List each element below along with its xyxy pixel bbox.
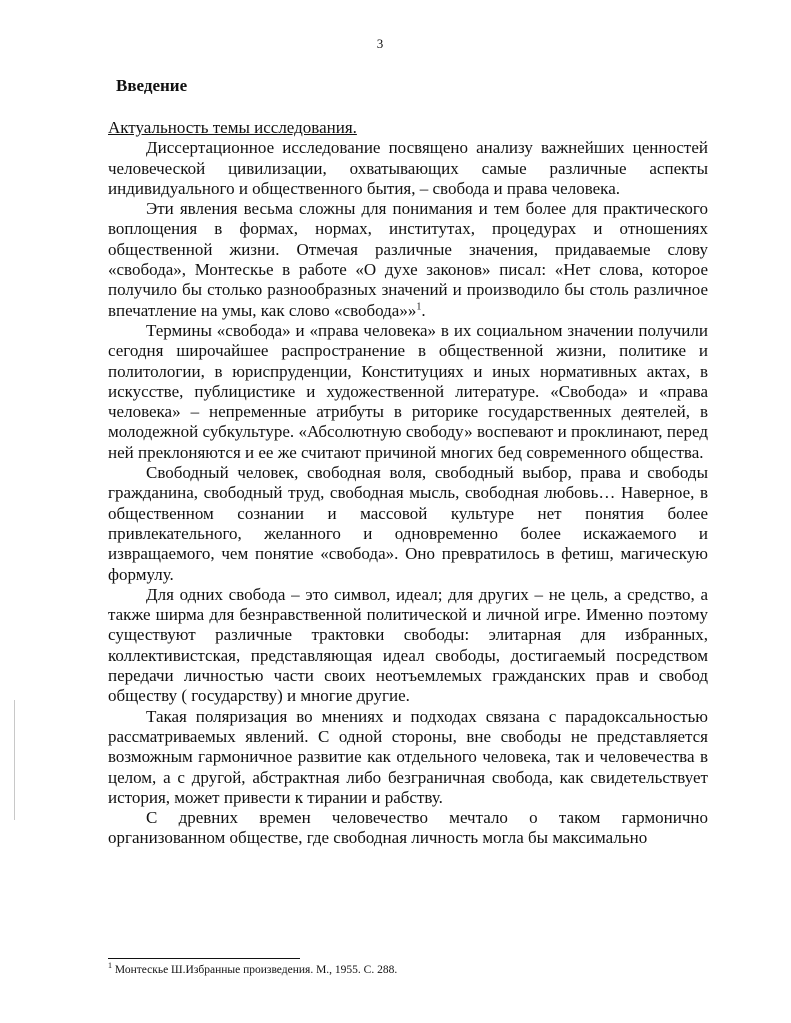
- footnote-text: Монтескье Ш.Избранные произведения. М., 1955. С. 288.: [114, 964, 398, 976]
- paragraph-6: Такая поляризация во мнениях и подходах связана с парадоксальностью рассматриваемых явлений. С одной стороны, вне свободы не представляется возможным гармоничное развитие как отдельного человека, так и человечества в целом, а с другой, абстрактная либо безграничная свобода, как свидетельствует история, может привести к тирании и рабству.: [108, 706, 708, 807]
- paragraph-2-text: Эти явления весьма сложны для понимания и тем более для практического воплощения в формах, нормах, институтах, процедурах и отношениях общественной жизни. Отмечая различные значения, придаваемые слову «свобода», Монтескье в работе «О духе законов» писал: «Нет слова, которое получило бы столько разнообразных значений и производило бы столь различное впечатление на умы, как слово «свобода»»: [108, 199, 708, 320]
- paragraph-4: Свободный человек, свободная воля, свободный выбор, права и свободы гражданина, свободный труд, свободная мысль, свободная любовь… Наверное, в общественном сознании и массовой культуре нет понятия более привлекательного, желанного и одновременно более искажаемого и извращаемого, чем понятие «свобода». Оно превратилось в фетиш, магическую формулу.: [108, 463, 708, 584]
- paragraph-7: С древних времен человечество мечтало о таком гармонично организованном обществе, где свободная личность могла бы максимально: [108, 808, 708, 848]
- paragraph-2: Эти явления весьма сложны для понимания и тем более для практического воплощения в формах, нормах, институтах, процедурах и отношениях общественной жизни. Отмечая различные значения, придаваемые слову «свобода», Монтескье в работе «О духе законов» писал: «Нет слова, которое получило бы столько разнообразных значений и производило бы столь различное впечатление на умы, как слово «свобода»»$^1$.: [108, 199, 708, 320]
- scan-artifact-line: [14, 700, 15, 820]
- subheading: Актуальность темы исследования.: [108, 118, 357, 137]
- paragraph-5: Для одних свобода – это символ, идеал; для других – не цель, а средство, а также ширма для безнравственной политической и личной игре. Именно поэтому существуют различные трактовки свободы: элитарная для избранных, коллективистская, представляющая идеал свободы, достигаемый посредством передачи личностью части своих неотъемлемых гражданских прав и свобод обществу ( государству) и многие другие.: [108, 584, 708, 706]
- footnote: [108, 961, 398, 976]
- footnote-mark: 1: [108, 961, 112, 971]
- page-number: 3: [376, 36, 384, 51]
- section-heading: Введение: [116, 76, 188, 95]
- footnote-reference: 1: [416, 301, 422, 313]
- paragraph-3: Термины «свобода» и «права человека» в их социальном значении получили сегодня широчайшее распространение в общественной жизни, политике и политологии, в юриспруденции, Конституциях и иных нормативных актах, в искусстве, публицистике и художественной литературе. «Свобода» и «права человека» – непременные атрибуты в риторике государственных деятелей, в молодежной субкультуре. «Абсолютную свободу» воспевают и проклинают, перед ней преклоняются и ее же считают причиной многих бед современного общества.: [108, 320, 708, 462]
- footnote-divider: [108, 958, 300, 959]
- paragraph-1: Диссертационное исследование посвящено анализу важнейших ценностей человеческой цивилизации, охватывающих самые различные аспекты индивидуального и общественного бытия, – свобода и права человека.: [108, 138, 708, 198]
- body-text: [108, 118, 708, 849]
